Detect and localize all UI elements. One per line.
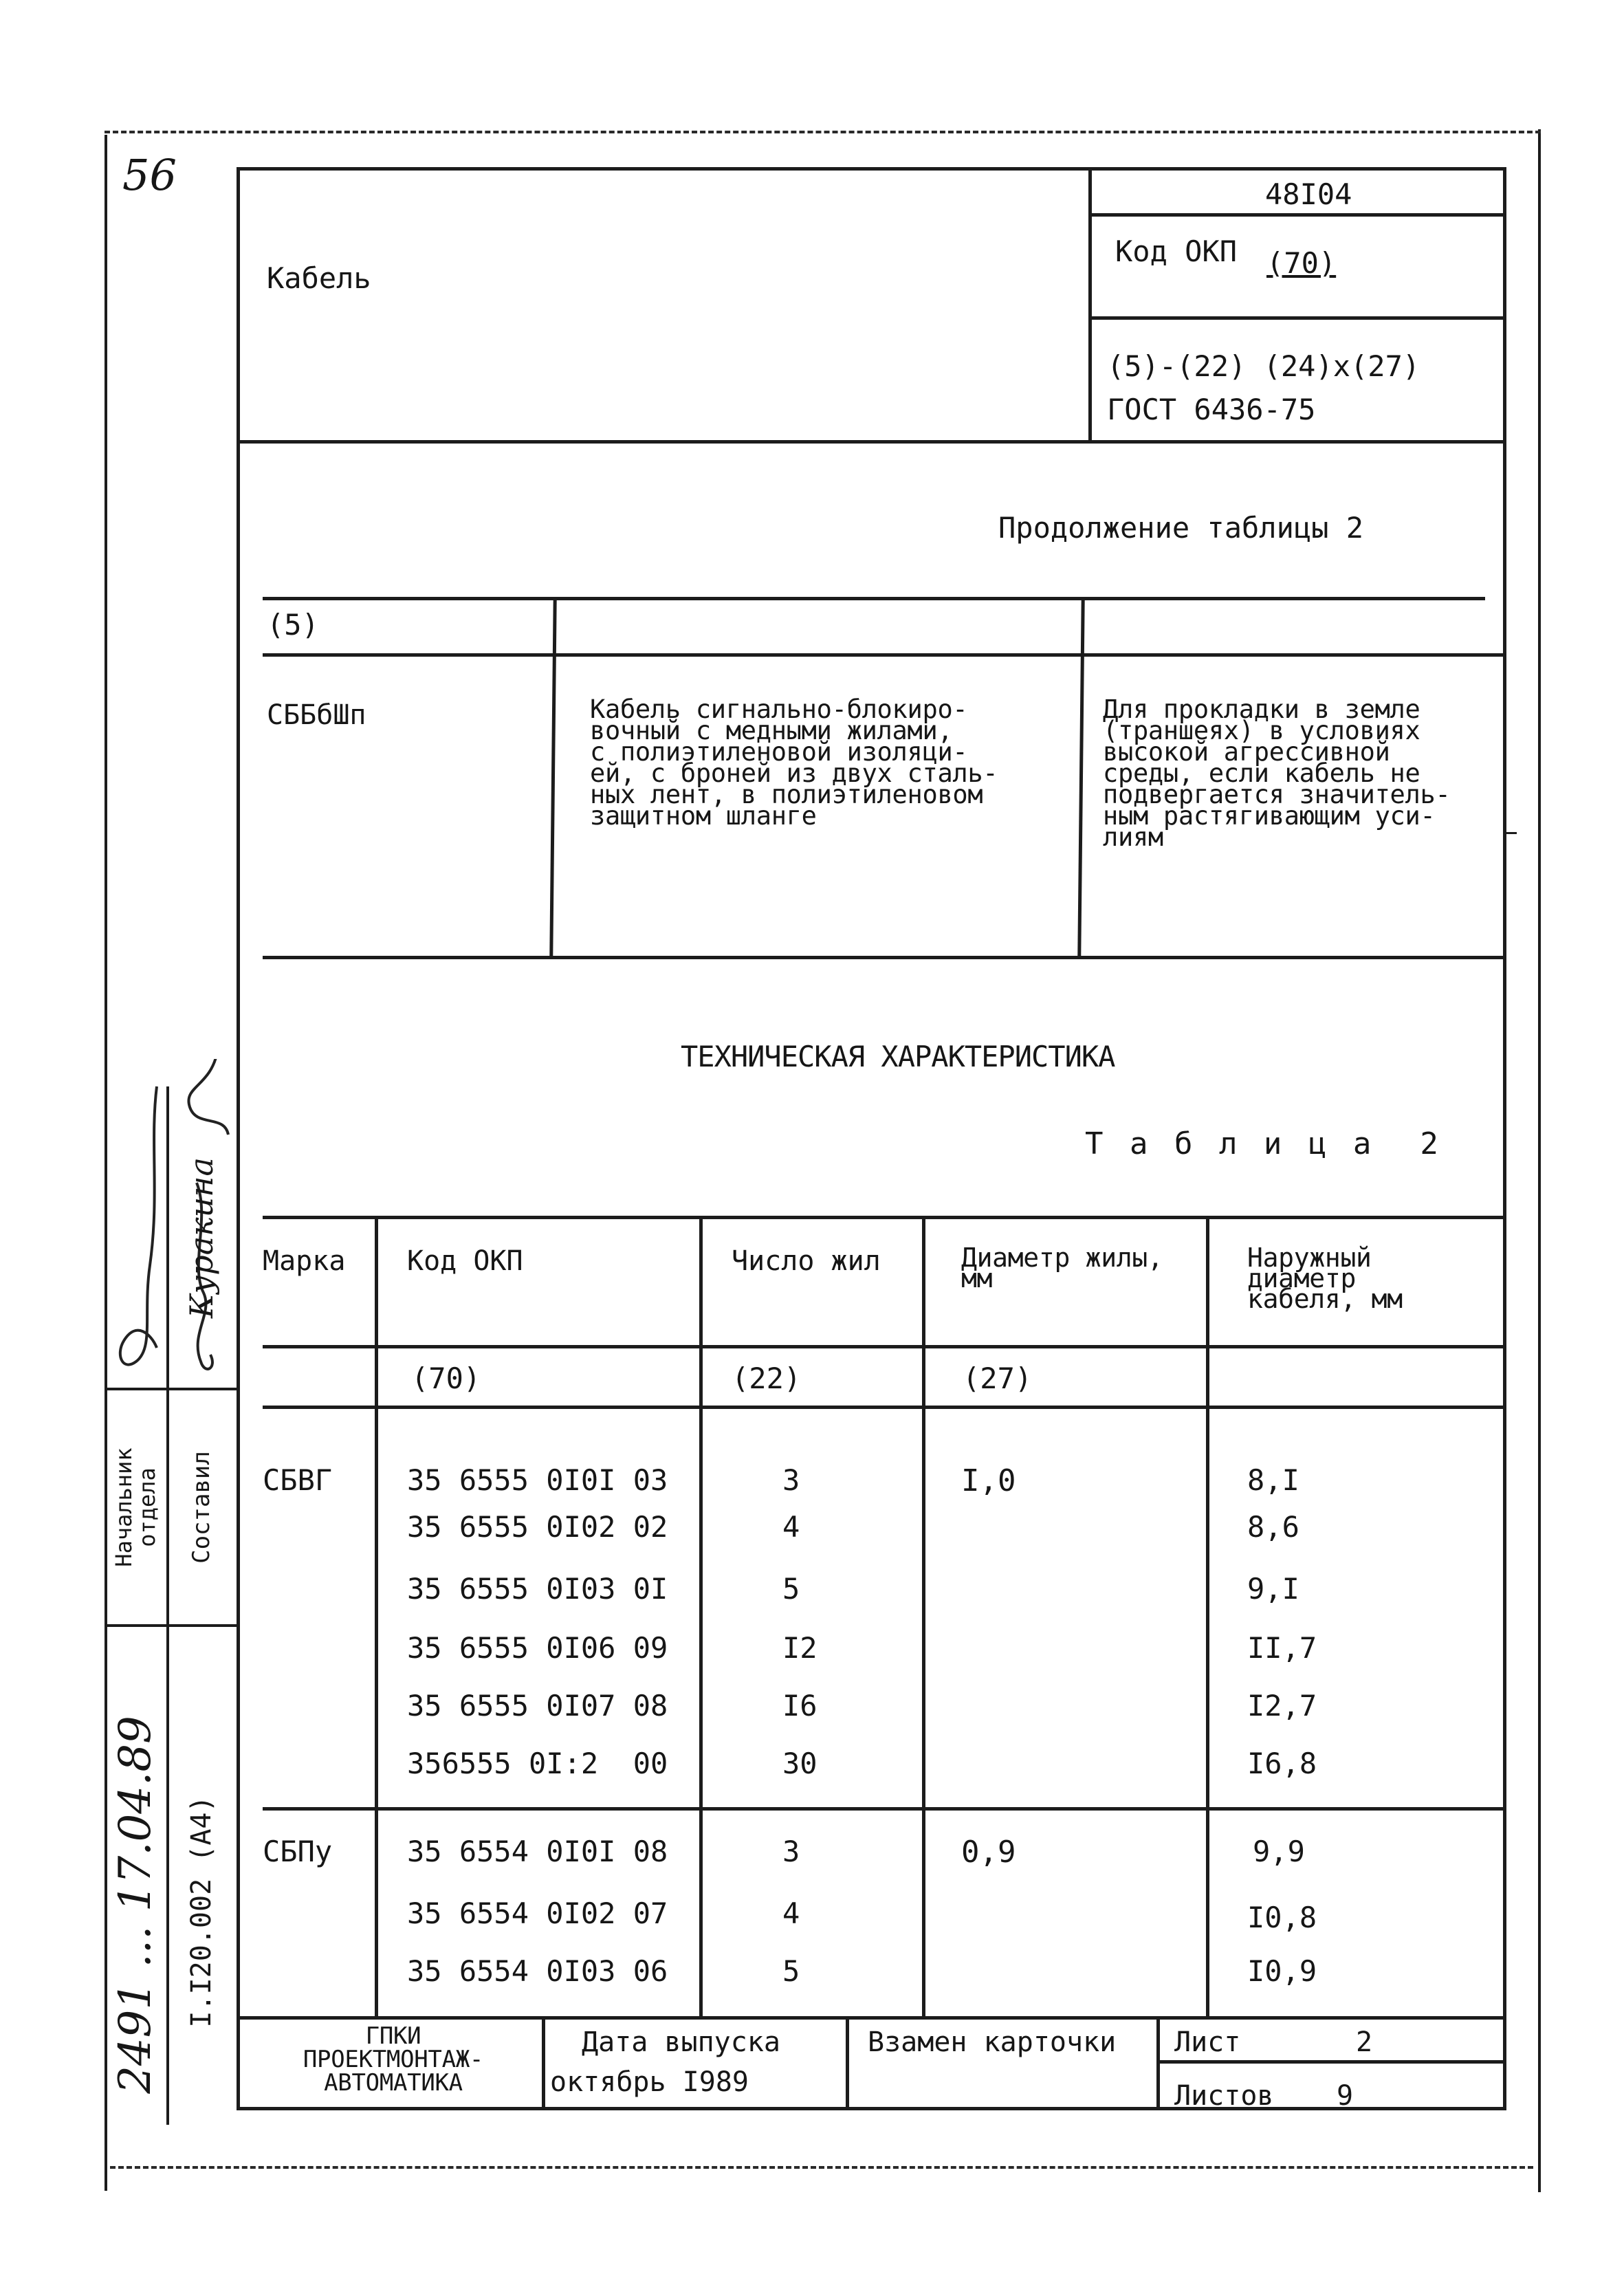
row-cores: 4: [782, 1510, 800, 1544]
row-outer: I2,7: [1247, 1689, 1317, 1723]
row-cores: 3: [782, 1463, 800, 1497]
side-stamp: [105, 1059, 237, 2118]
footer-divider-2: [846, 2016, 849, 2110]
footer-org: ГПКИ ПРОЕКТМОНТАЖ- АВТОМАТИКА: [303, 2022, 484, 2097]
row-outer: 8,6: [1247, 1510, 1299, 1544]
row-cores: I6: [782, 1689, 818, 1723]
spec-col-divider-3: [922, 1216, 925, 2018]
row-outer: I6,8: [1247, 1747, 1317, 1780]
outer-top-border: [105, 131, 1541, 133]
footer-divider-3: [1156, 2016, 1160, 2110]
footer-replaces-label: Взамен карточки: [868, 2026, 1117, 2058]
spec-col-divider-2: [699, 1216, 703, 2018]
footer-sheets-total: 9: [1337, 2080, 1354, 2112]
row-code: 35 6554 0I02 07: [407, 1896, 668, 1930]
row-outer: I0,8: [1247, 1901, 1317, 1934]
stamp-doc-code: I.I20.002 (А4): [186, 1795, 217, 2028]
spec-table-top-rule: [263, 1216, 1504, 1219]
stamp-handwritten-note: 2491 ... 17.04.89: [110, 1716, 161, 2094]
desc-table-top-rule: [263, 597, 1485, 600]
continuation-title: Продолжение таблицы 2: [998, 511, 1364, 545]
header-diameter: Диаметр жилы, мм: [961, 1243, 1163, 1293]
row-cores: 5: [782, 1572, 800, 1606]
footer-sheet-label: Лист: [1174, 2026, 1241, 2058]
header-divider: [1088, 167, 1092, 444]
footer-sheet-number: 2: [1356, 2026, 1373, 2058]
row-code: 35 6555 0I0I 03: [407, 1463, 668, 1497]
spec-table-header-rule: [263, 1345, 1504, 1348]
desc-col-divider-2: [1077, 597, 1084, 957]
row-cores: 4: [782, 1896, 800, 1930]
row-code: 35 6555 0I03 0I: [407, 1572, 668, 1606]
row-outer: 9,I: [1247, 1572, 1299, 1606]
head-signature: [109, 1059, 166, 1382]
header-outer: Наружный диаметр кабеля, мм: [1247, 1243, 1403, 1314]
page-number: 56: [122, 150, 177, 200]
header-bottom-rule: [237, 440, 1506, 444]
footer-issue-date: октябрь I989: [550, 2066, 749, 2098]
row-code: 35 6555 0I06 09: [407, 1631, 668, 1665]
header-rule-1: [1088, 213, 1506, 217]
footer-bottom-rule: [237, 2107, 1506, 2110]
row-code: 35 6554 0I03 06: [407, 1954, 668, 1988]
group-mark: СБВГ: [263, 1463, 333, 1497]
row-outer: 8,I: [1247, 1463, 1299, 1497]
desc-usage: Для прокладки в земле (траншеях) в условиях высокой агрессивной среды, если кабель не подвергается значитель- ным растягивающим уси- лиям: [1103, 695, 1451, 852]
row-code: 35 6555 0I07 08: [407, 1689, 668, 1723]
footer-top-rule: [237, 2016, 1506, 2020]
doc-number: 48I04: [1265, 177, 1352, 211]
row-cores: 30: [782, 1747, 818, 1780]
card-top-border: [237, 167, 1506, 171]
header-code: Код ОКП: [407, 1245, 523, 1277]
ref-code: (70): [411, 1362, 481, 1395]
row-cores: 5: [782, 1954, 800, 1988]
spec-col-divider-4: [1206, 1216, 1209, 2018]
desc-col-divider-1: [549, 597, 556, 957]
table-label: Т а б л и ц а 2: [1085, 1126, 1442, 1161]
stamp-compiled-by: Составил: [188, 1451, 215, 1564]
footer-mid-rule: [1156, 2060, 1506, 2064]
desc-mark: СББбШп: [267, 699, 366, 731]
desc-table-bottom-rule: [263, 956, 1504, 959]
outer-bottom-border: [110, 2166, 1533, 2169]
spec-table-refs-rule: [263, 1406, 1504, 1409]
okp-ref: (70): [1266, 246, 1337, 280]
row-code: 35 6554 0I0I 08: [407, 1835, 668, 1868]
okp-label: Код ОКП: [1115, 234, 1238, 268]
spec-col-divider-1: [375, 1216, 378, 2018]
product-name: Кабель: [267, 261, 371, 295]
stamp-handwritten-sig: Куракина: [183, 1157, 220, 1318]
row-cores: 3: [782, 1835, 800, 1868]
row-cores: I2: [782, 1631, 818, 1665]
spec-group-divider: [263, 1807, 1504, 1811]
group-mark: СБПу: [263, 1835, 333, 1868]
row-code: 35 6555 0I02 02: [407, 1510, 668, 1544]
header-mark: Марка: [263, 1245, 346, 1277]
formula: (5)-(22) (24)x(27): [1107, 349, 1420, 383]
group-diameter: 0,9: [961, 1835, 1016, 1870]
card-left-border: [237, 167, 240, 2110]
desc-description: Кабель сигнально-блокиро- вочный с медными жилами, с полиэтиленовой изоляци- ей, с броней из двух сталь- ных лент, в полиэтиленовом защитном шланге: [590, 695, 998, 831]
row-outer: II,7: [1247, 1631, 1317, 1665]
footer-divider-1: [542, 2016, 545, 2110]
card-right-border: [1503, 167, 1506, 2110]
tech-title: ТЕХНИЧЕСКАЯ ХАРАКТЕРИСТИКА: [681, 1040, 1115, 1073]
ref-cores: (22): [732, 1362, 802, 1395]
row-outer: 9,9: [1253, 1835, 1305, 1868]
desc-col-ref: (5): [267, 608, 319, 642]
header-rule-2: [1088, 316, 1506, 320]
row-outer: I0,9: [1247, 1954, 1317, 1988]
ref-diameter: (27): [963, 1362, 1033, 1395]
stamp-head-of-dept: Начальник отдела: [111, 1447, 160, 1567]
header-cores: Число жил: [732, 1245, 881, 1277]
outer-right-border: [1538, 129, 1541, 2192]
footer-issue-label: Дата выпуска: [582, 2026, 780, 2058]
gost: ГОСТ 6436-75: [1107, 393, 1316, 426]
stamp-rule-2: [105, 1624, 237, 1627]
group-diameter: I,0: [961, 1463, 1016, 1498]
desc-table-header-rule: [263, 653, 1504, 657]
row-code: 356555 0I:2 00: [407, 1747, 668, 1780]
stamp-rule-1: [105, 1388, 237, 1390]
footer-sheets-label: Листов: [1174, 2080, 1274, 2112]
desc-usage-overrun-line: [1503, 832, 1517, 834]
